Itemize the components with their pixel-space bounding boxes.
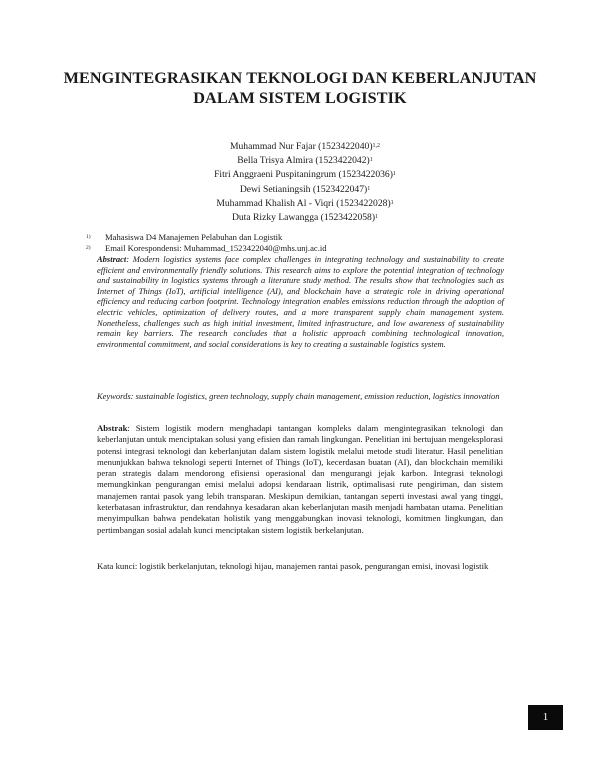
abstract-text: : Modern logistics systems face complex challenges in integrating technology and sustainability to create efficient and environmentally friendly solutions. This research aims to explore the potential integration of technology and sustainability in logistics systems through a literature study method. The results show that technologies such as Internet of Things (IoT), artificial intelligence (AI), and blockchain have a strategic role in driving operational efficiency and reducing carbon footprint. Technology integration enables emissions reduction through the adoption of electric vehicles, optimization of delivery routes, and a more transparent supply chain management system. Nonetheless, challenges such as high initial investment, limited infrastructure, and low awareness of sustainability remain key barriers. The research concludes that a holistic approach combining technological innovation, environmental commitment, and social considerations is key to creating a sustainable logistics system. [97,254,504,349]
affiliations [86,232,327,254]
abstrak-label: Abstrak [97,423,128,433]
author: Fitri Anggraeni Puspitaningrum $(1523422036)^1$ [214,169,396,181]
paper-title [40,68,560,108]
correspondence-email: Email Korespondensi: Muhammad_1523422040@mhs.unj.ac.id [105,243,327,253]
page-number: 1 [528,705,563,730]
keywords-english: Keywords: sustainable logistics, green technology, supply chain management, emission reduction, logistics innovation [97,391,500,401]
title-line-2: DALAM SISTEM LOGISTIK [193,89,407,107]
abstract-indonesian [97,423,503,536]
author: Dewi Setianingsih $(1523422047)^1$ [239,183,371,195]
author: Muhammad Khalish Al - Viqri $(1523422028)^1$ [216,197,394,209]
affiliation-item [86,232,327,243]
affiliation-marker: 1) [86,234,91,240]
affiliation-item [86,243,327,254]
abstract-label: Abstract [97,254,127,264]
abstrak-text: : Sistem logistik modern menghadapi tantangan kompleks dalam mengintegrasikan teknologi dan keberlanjutan untuk menciptakan solusi yang efisien dan ramah lingkungan. Penelitian ini bertujuan mengeksplorasi potensi integrasi teknologi dan keberlanjutan dalam sistem logistik melalui metode studi literatur. Hasil penelitian menunjukkan bahwa teknologi seperti Internet of Things (IoT), kecerdasan buatan (AI), dan blockchain memiliki peran strategis dalam mendorong efisiensi operasional dan mengurangi jejak karbon. Integrasi teknologi memungkinkan pengurangan emisi melalui adopsi kendaraan listrik, optimalisasi rute pengiriman, dan sistem manajemen rantai pasok yang lebih transparan. Meskipun demikian, tantangan seperti investasi awal yang tinggi, keterbatasan infrastruktur, dan rendahnya kesadaran akan keberlanjutan masih menjadi hambatan utama. Penelitian menyimpulkan bahwa pendekatan holistik yang menggabungkan inovasi teknologi, komitmen lingkungan, dan pertimbangan sosial adalah kunci menciptakan sistem logistik berkelanjutan. [97,423,503,535]
author: Duta Rizky Lawangga $(1523422058)^1$ [231,212,379,224]
affiliation-text: Mahasiswa D4 Manajemen Pelabuhan dan Logistik [105,232,283,242]
author-list [150,140,460,225]
author: Bella Trisya Almira $(1523422042)^1$ [237,155,373,167]
keywords-indonesian: Kata kunci: logistik berkelanjutan, teknologi hijau, manajemen rantai pasok, pengurangan emisi, inovasi logistik [97,561,489,571]
author: Muhammad Nur Fajar $(1523422040)^{1,2}$ [229,141,381,152]
affiliation-marker: 2) [86,245,91,251]
abstract-english [97,254,504,349]
title-line-1: MENGINTEGRASIKAN TEKNOLOGI DAN KEBERLANJUTAN [63,69,537,87]
